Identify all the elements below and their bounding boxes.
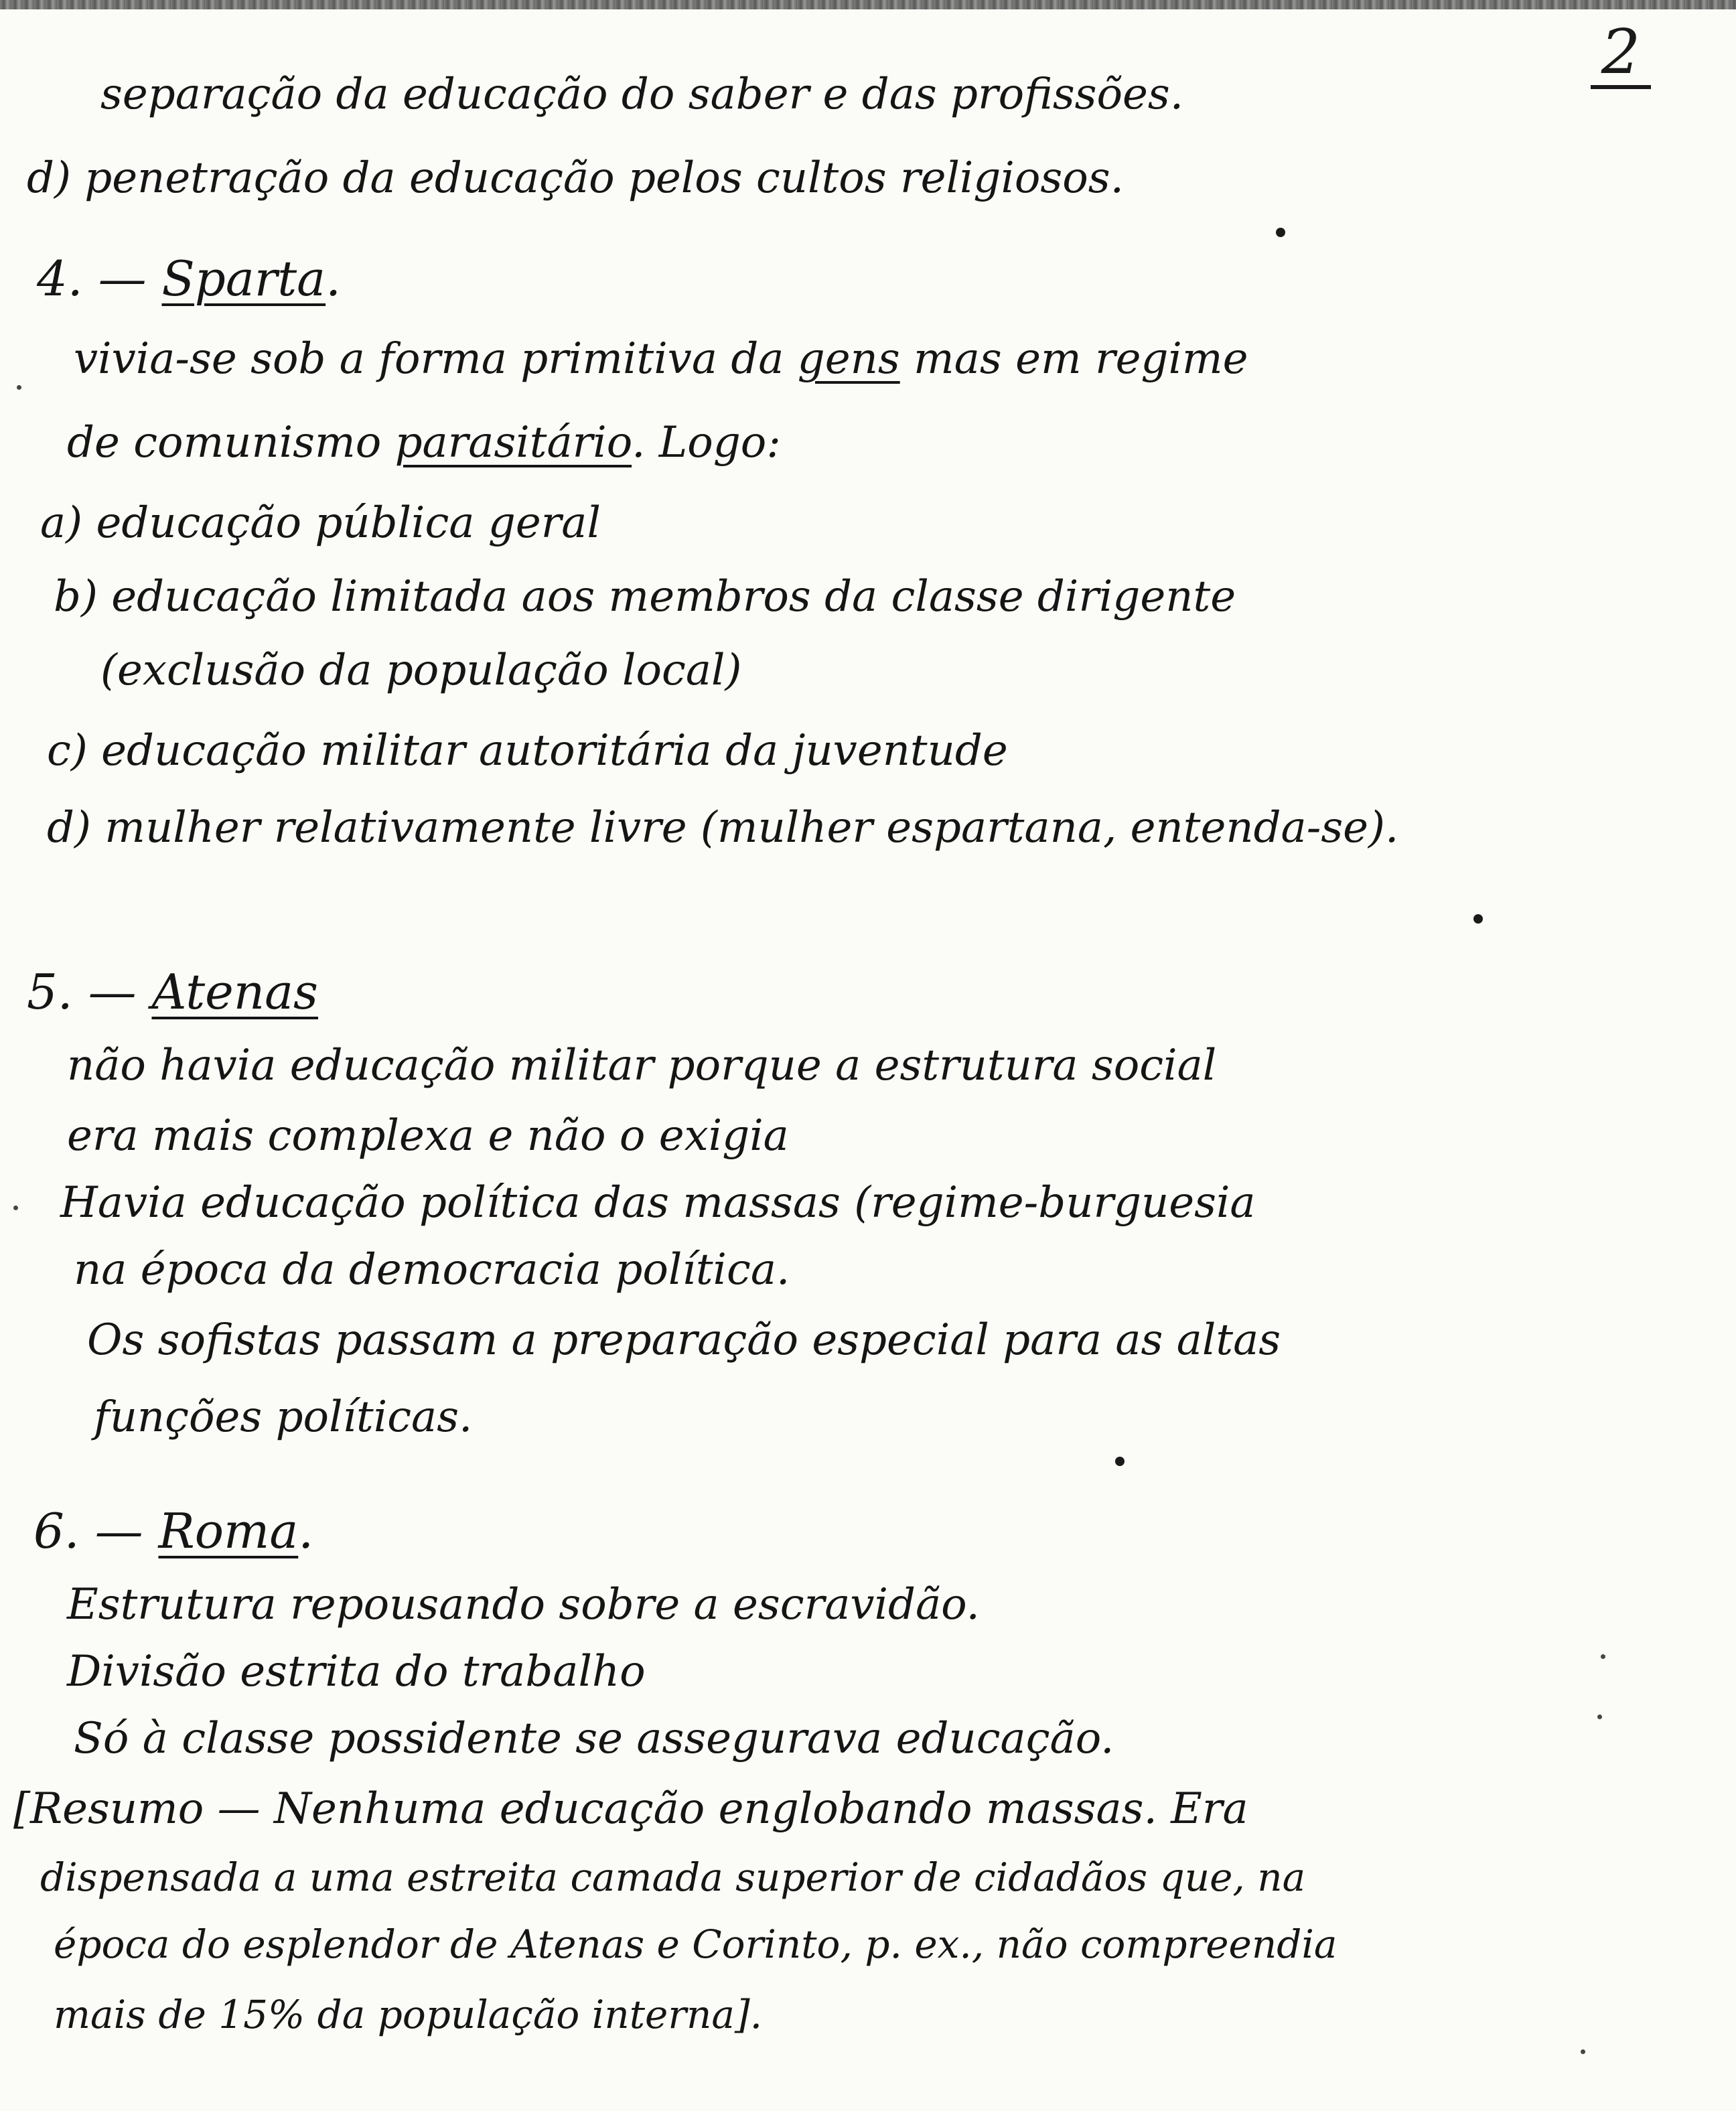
ink-dot bbox=[1276, 228, 1285, 237]
section-number-4: 4. — bbox=[37, 250, 147, 307]
list-item-b: b) educação limitada aos membros da classe dirigente bbox=[54, 572, 1236, 622]
text-line-19: Estrutura repousando sobre a escravidão. bbox=[67, 1580, 980, 1629]
section-title-period: . bbox=[326, 250, 341, 307]
text-line-5 bbox=[67, 419, 781, 468]
text-line-4 bbox=[74, 335, 1248, 384]
page-number: 2 bbox=[1591, 20, 1651, 89]
text-line-2: d) penetração da educação pelos cultos religiosos. bbox=[27, 153, 1124, 203]
text-line-17: funções políticas. bbox=[94, 1392, 473, 1442]
ink-dot bbox=[1473, 914, 1483, 924]
text-line-16: Os sofistas passam a preparação especial para as altas bbox=[87, 1315, 1281, 1365]
section-title-atenas: Atenas bbox=[151, 964, 319, 1020]
text-line-13: era mais complexa e não o exigia bbox=[67, 1111, 789, 1161]
summary-line-2: dispensada a uma estreita camada superior de cidadãos que, na bbox=[40, 1854, 1306, 1900]
underlined-gens: gens bbox=[797, 334, 900, 384]
underlined-parasitario: parasitário bbox=[394, 418, 632, 467]
text-line-14: Havia educação política das massas (regime-burguesia bbox=[60, 1178, 1256, 1228]
section-title-sparta: Sparta bbox=[161, 250, 326, 307]
summary-line-4: mais de 15% da população interna]. bbox=[54, 1992, 763, 2037]
scan-speck bbox=[1601, 1654, 1605, 1659]
section-heading-sparta bbox=[37, 251, 341, 307]
text-line-12: não havia educação militar porque a estrutura social bbox=[67, 1041, 1217, 1090]
scan-speck bbox=[1581, 2049, 1585, 2054]
text-line-15: na época da democracia política. bbox=[74, 1245, 790, 1295]
text-line-5-end: . Logo: bbox=[632, 418, 781, 467]
list-item-c: c) educação militar autoritária da juventude bbox=[47, 726, 1008, 776]
text-line-4-end: mas em regime bbox=[914, 334, 1248, 384]
text-line-1: separação da educação do saber e das profissões. bbox=[100, 70, 1184, 119]
text-line-5-start: de comunismo bbox=[67, 418, 382, 467]
summary-line-3: época do esplendor de Atenas e Corinto, p. ex., não compreendia bbox=[54, 1921, 1337, 1967]
list-item-b-note: (exclusão da população local) bbox=[100, 646, 742, 695]
text-line-20: Divisão estrita do trabalho bbox=[67, 1647, 646, 1696]
section-number-5: 5. — bbox=[27, 964, 137, 1020]
ink-dot bbox=[1115, 1457, 1125, 1466]
list-item-d: d) mulher relativamente livre (mulher espartana, entenda-se). bbox=[47, 803, 1399, 853]
list-item-a: a) educação pública geral bbox=[40, 498, 601, 548]
section-title-roma: Roma bbox=[158, 1503, 299, 1559]
scan-top-edge bbox=[0, 0, 1736, 9]
summary-line-1: [Resumo — Nenhuma educação englobando massas. Era bbox=[13, 1784, 1248, 1834]
text-line-4-start: vivia-se sob a forma primitiva da bbox=[74, 334, 784, 384]
scan-speck bbox=[13, 1206, 18, 1210]
scan-speck bbox=[1597, 1715, 1602, 1719]
section-heading-roma bbox=[33, 1504, 313, 1559]
section-title-period: . bbox=[298, 1503, 314, 1559]
section-number-6: 6. — bbox=[33, 1503, 143, 1559]
section-heading-atenas bbox=[27, 964, 318, 1020]
scan-speck bbox=[17, 385, 21, 390]
text-line-21: Só à classe possidente se assegurava educação. bbox=[74, 1714, 1114, 1763]
